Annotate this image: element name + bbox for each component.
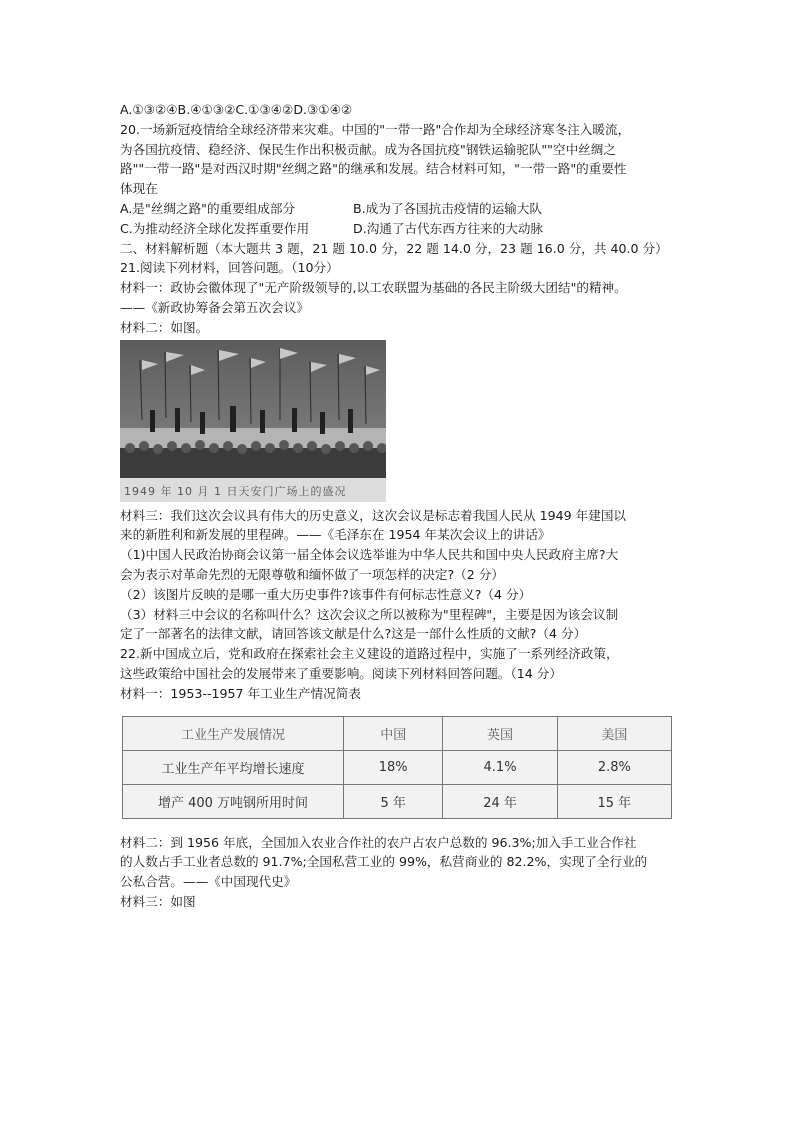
table-cell: 15 年 bbox=[557, 784, 671, 818]
q20-stem-line: 体现在 bbox=[120, 181, 158, 197]
q20-stem-line: 为各国抗疫情、稳经济、保民生作出积极贡献。成为各国抗疫"钢铁运输驼队""空中丝绸之 bbox=[120, 141, 616, 157]
q20-options-row-2 bbox=[120, 219, 680, 239]
q19-options: A.①③②④B.④①③②C.①③④②D.③①④② bbox=[120, 102, 353, 117]
question-22 bbox=[120, 644, 680, 912]
q22-material-2-line: 公私合营。——《中国现代史》 bbox=[120, 874, 297, 890]
industry-table bbox=[122, 716, 672, 819]
table-header-cell: 美国 bbox=[557, 716, 671, 750]
q21-question-1-line: （1)中国人民政治协商会议第一届全体会议选举谁为中华人民共和国中央人民政府主席?大 bbox=[120, 547, 619, 563]
q21-question-3-line: （3）材料三中会议的名称叫什么？这次会议之所以被称为"里程碑"，主要是因为该会议制 bbox=[120, 606, 619, 622]
table-cell: 18% bbox=[344, 750, 443, 784]
q22-intro-line: 这些政策给中国社会的发展带来了重要影响。阅读下列材料回答问题。（14 分） bbox=[120, 665, 562, 681]
photo-illustration bbox=[120, 340, 386, 502]
q21-material-3-line: 来的新胜利和新发展的里程碑。——《毛泽东在 1954 年某次会议上的讲话》 bbox=[120, 527, 551, 543]
exam-page bbox=[120, 100, 680, 912]
q21-material-3-line: 材料三：我们这次会议具有伟大的历史意义，这次会议是标志着我国人民从 1949 年建国以 bbox=[120, 507, 627, 523]
q20-option-b: B.成为了各国抗击疫情的运输大队 bbox=[353, 200, 542, 216]
q22-material-2-line: 的人数占手工业者总数的 91.7%;全国私营工业的 99%，私营商业的 82.2%，实现了全行业的 bbox=[120, 854, 648, 870]
table-cell: 4.1% bbox=[443, 750, 557, 784]
q20-option-c: C.为推动经济全球化发挥重要作用 bbox=[120, 220, 310, 236]
table-header-cell: 中国 bbox=[344, 716, 443, 750]
table-header-cell: 工业生产发展情况 bbox=[123, 716, 344, 750]
table-cell: 24 年 bbox=[443, 784, 557, 818]
q20-stem-line: 20.一场新冠疫情给全球经济带来灾难。中国的"一带一路"合作却为全球经济寒冬注入暖流， bbox=[120, 121, 631, 137]
table-header-cell: 英国 bbox=[443, 716, 557, 750]
q20-stem-line: 路""一带一路"是对西汉时期"丝绸之路"的继承和发展。结合材料可知，"一带一路"的重要性 bbox=[120, 161, 627, 177]
table-cell: 工业生产年平均增长速度 bbox=[123, 750, 344, 784]
q20-option-a: A.是"丝绸之路"的重要组成部分 bbox=[120, 200, 296, 216]
section-2-title: 二、材料解析题（本大题共 3 题，21 题 10.0 分，22 题 14.0 分，23 题 16.0 分，共 40.0 分） bbox=[120, 240, 668, 256]
q22-intro-line: 22.新中国成立后，党和政府在探索社会主义建设的道路过程中，实施了一系列经济政策， bbox=[120, 646, 619, 662]
tiananmen-photo bbox=[120, 340, 386, 502]
photo-caption: 1949 年 10 月 1 日天安门广场上的盛况 bbox=[124, 484, 347, 498]
table-row bbox=[123, 750, 672, 784]
q21-question-3-line: 定了一部著名的法律文献，请回答该文献是什么?这是一部什么性质的文献?（4 分） bbox=[120, 626, 587, 642]
question-20 bbox=[120, 120, 680, 239]
q22-material-3: 材料三：如图 bbox=[120, 893, 196, 909]
table-cell: 2.8% bbox=[557, 750, 671, 784]
q20-option-d: D.沟通了古代东西方往来的大动脉 bbox=[353, 220, 544, 236]
q21-material-1-source: ——《新政协筹备会第五次会议》 bbox=[120, 299, 309, 315]
question-21 bbox=[120, 258, 680, 644]
q21-title: 21.阅读下列材料，回答问题。（10分） bbox=[120, 260, 339, 276]
q21-material-1: 材料一：政协会徽体现了"无产阶级领导的,以工农联盟为基础的各民主阶级大团结"的精神。 bbox=[120, 280, 627, 296]
table-cell: 增产 400 万吨钢所用时间 bbox=[123, 784, 344, 818]
table-row bbox=[123, 784, 672, 818]
q21-question-1-line: 会为表示对革命先烈的无限尊敬和缅怀做了一项怎样的决定?（2 分） bbox=[120, 566, 504, 582]
q20-options-row-1 bbox=[120, 199, 680, 219]
q22-material-2-line: 材料二：到 1956 年底，全国加入农业合作社的农户占农户总数的 96.3%;加入手工业合作社 bbox=[120, 834, 637, 850]
q21-question-2: （2）该图片反映的是哪一重大历史事件?该事件有何标志性意义?（4 分） bbox=[120, 586, 532, 602]
table-cell: 5 年 bbox=[344, 784, 443, 818]
q22-material-1: 材料一：1953--1957 年工业生产情况简表 bbox=[120, 685, 361, 701]
q21-material-2: 材料二：如图。 bbox=[120, 319, 209, 335]
table-header-row bbox=[123, 716, 672, 750]
